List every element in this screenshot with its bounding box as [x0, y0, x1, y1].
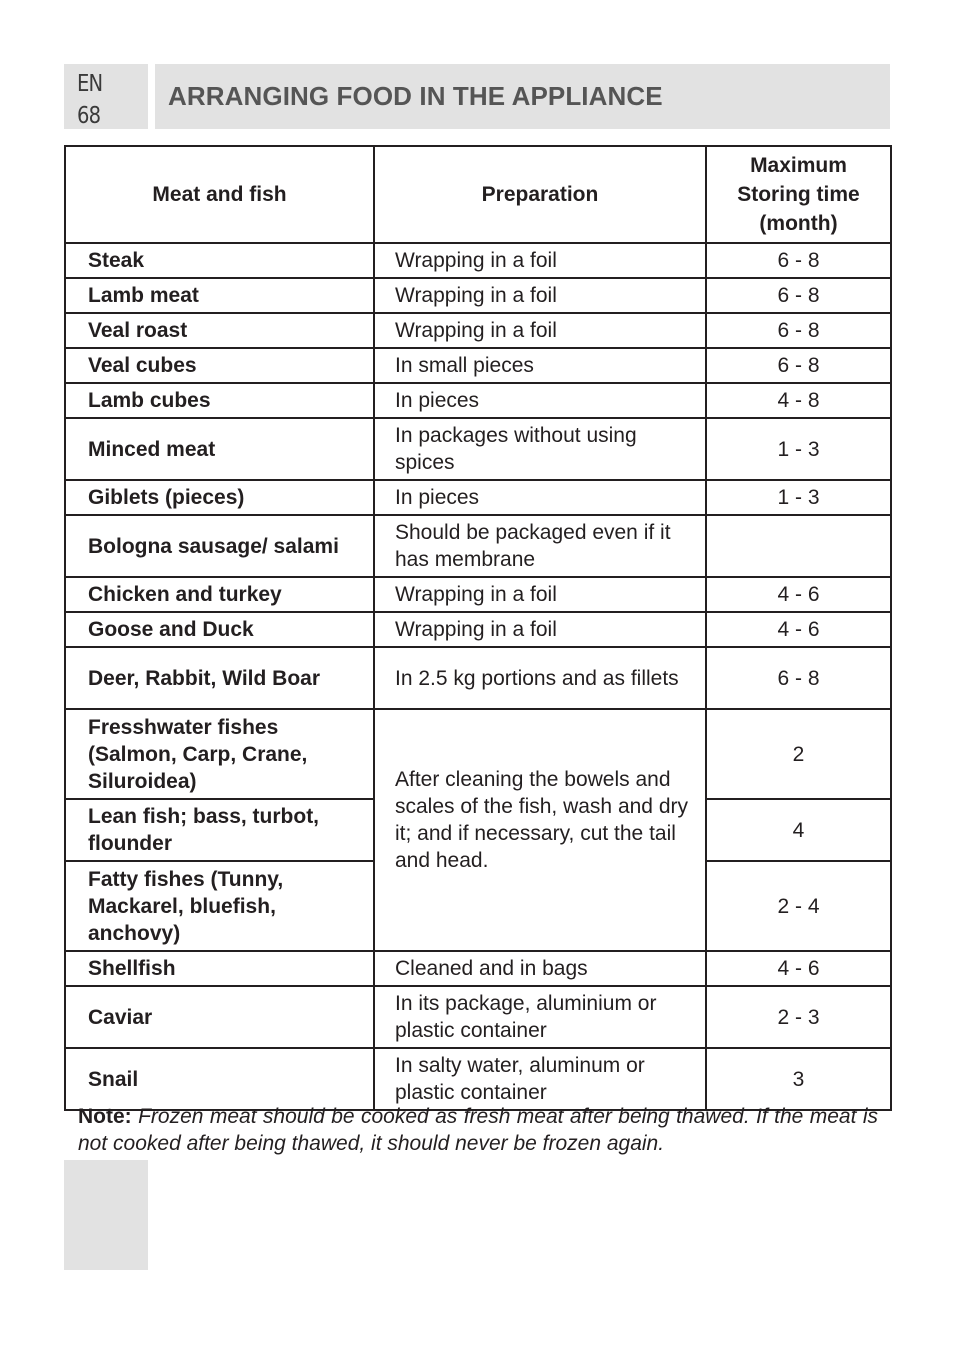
page-title: ARRANGING FOOD IN THE APPLIANCE	[168, 81, 663, 111]
preparation-cell: Should be packaged even if it has membrane	[374, 515, 706, 577]
food-cell: Lamb cubes	[65, 383, 374, 418]
page-tab	[64, 64, 148, 129]
food-cell: Chicken and turkey	[65, 577, 374, 612]
storing-time-cell: 4 - 6	[706, 577, 891, 612]
food-cell: Bologna sausage/ salami	[65, 515, 374, 577]
table-row	[65, 951, 891, 986]
storing-time-cell: 1 - 3	[706, 480, 891, 515]
page-tab-decoration	[64, 1160, 148, 1270]
table-row	[65, 1048, 891, 1110]
food-cell: Fatty fishes (Tunny, Mackarel, bluefish, anchovy)	[65, 861, 374, 951]
storing-time-line: Maximum	[750, 154, 847, 177]
food-cell: Veal cubes	[65, 348, 374, 383]
table-row	[65, 647, 891, 709]
table-row	[65, 278, 891, 313]
table-row	[65, 313, 891, 348]
food-cell: Snail	[65, 1048, 374, 1110]
preparation-cell: Cleaned and in bags	[374, 951, 706, 986]
table-row	[65, 709, 891, 799]
storing-time-cell: 6 - 8	[706, 278, 891, 313]
storing-time-cell: 6 - 8	[706, 348, 891, 383]
food-cell: Shellfish	[65, 951, 374, 986]
table-row	[65, 348, 891, 383]
storing-time-cell: 4 - 8	[706, 383, 891, 418]
storing-time-cell: 6 - 8	[706, 313, 891, 348]
food-cell: Giblets (pieces)	[65, 480, 374, 515]
preparation-cell: In its package, aluminium or plastic container	[374, 986, 706, 1048]
storing-time-cell: 2 - 3	[706, 986, 891, 1048]
table-row	[65, 515, 891, 577]
storage-table	[64, 145, 892, 1111]
food-cell: Fresshwater fishes (Salmon, Carp, Crane, Siluroidea)	[65, 709, 374, 799]
storing-time-cell: 6 - 8	[706, 243, 891, 278]
column-header-storing-time	[706, 146, 891, 243]
preparation-cell: In packages without using spices	[374, 418, 706, 480]
table-row	[65, 418, 891, 480]
storing-time-cell: 6 - 8	[706, 647, 891, 709]
footnote	[78, 1103, 878, 1157]
storing-time-cell: 4	[706, 799, 891, 861]
food-cell: Minced meat	[65, 418, 374, 480]
preparation-cell: In pieces	[374, 480, 706, 515]
food-cell: Caviar	[65, 986, 374, 1048]
table-row	[65, 480, 891, 515]
preparation-cell: In pieces	[374, 383, 706, 418]
storing-time-cell: 2 - 4	[706, 861, 891, 951]
section-title-bar	[155, 64, 890, 129]
food-cell: Deer, Rabbit, Wild Boar	[65, 647, 374, 709]
preparation-cell: Wrapping in a foil	[374, 577, 706, 612]
storing-time-line: Storing time	[737, 183, 860, 206]
food-cell: Lamb meat	[65, 278, 374, 313]
preparation-cell: In 2.5 kg portions and as fillets	[374, 647, 706, 709]
note-label: Note:	[78, 1105, 132, 1128]
preparation-cell: In salty water, aluminum or plastic container	[374, 1048, 706, 1110]
preparation-cell-fish: After cleaning the bowels and scales of the fish, wash and dry it; and if necessary, cut the tail and head.	[374, 709, 706, 951]
preparation-cell: Wrapping in a foil	[374, 278, 706, 313]
food-cell: Goose and Duck	[65, 612, 374, 647]
column-header-food: Meat and fish	[65, 146, 374, 243]
table-row	[65, 383, 891, 418]
storing-time-cell: 1 - 3	[706, 418, 891, 480]
table-row	[65, 986, 891, 1048]
storing-time-line: (month)	[759, 212, 838, 235]
storing-time-cell: 4 - 6	[706, 951, 891, 986]
column-header-preparation: Preparation	[374, 146, 706, 243]
preparation-cell: In small pieces	[374, 348, 706, 383]
storing-time-cell: 3	[706, 1048, 891, 1110]
table-header-row	[65, 146, 891, 243]
language-label: EN	[77, 71, 103, 97]
table-row	[65, 243, 891, 278]
preparation-cell: Wrapping in a foil	[374, 243, 706, 278]
storing-time-cell	[706, 515, 891, 577]
food-cell: Veal roast	[65, 313, 374, 348]
storing-time-cell: 4 - 6	[706, 612, 891, 647]
food-cell: Lean fish; bass, turbot, flounder	[65, 799, 374, 861]
preparation-cell: Wrapping in a foil	[374, 612, 706, 647]
food-cell: Steak	[65, 243, 374, 278]
storing-time-cell: 2	[706, 709, 891, 799]
table-row	[65, 612, 891, 647]
preparation-cell: Wrapping in a foil	[374, 313, 706, 348]
page-number: 68	[77, 103, 101, 129]
table-row	[65, 577, 891, 612]
note-text: Frozen meat should be cooked as fresh meat after being thawed. If the meat is not cooked after being thawed, it should never be frozen again.	[78, 1105, 878, 1155]
